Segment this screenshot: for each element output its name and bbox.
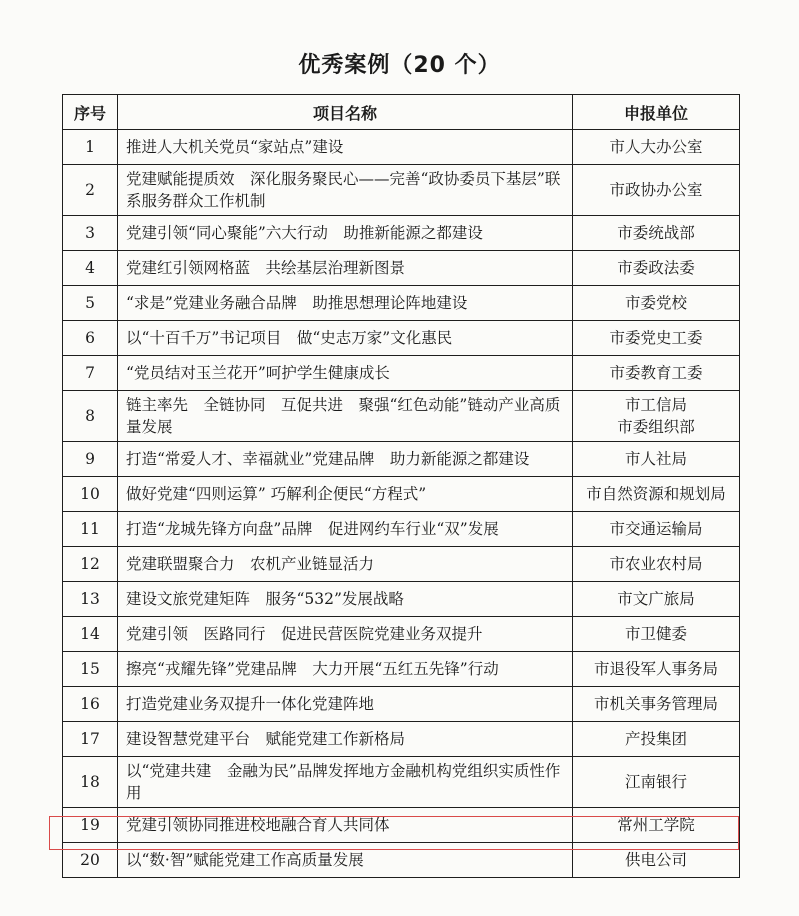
reporting-unit xyxy=(573,391,740,442)
table-body xyxy=(63,130,740,878)
project-name: 以“数·智”赋能党建工作高质量发展 xyxy=(118,843,573,878)
reporting-unit-line: 市工信局 xyxy=(624,396,687,414)
reporting-unit-line: 产投集团 xyxy=(624,730,687,748)
row-number: 1 xyxy=(63,130,118,165)
row-number: 2 xyxy=(63,165,118,216)
row-number: 7 xyxy=(63,356,118,391)
row-number: 13 xyxy=(63,582,118,617)
reporting-unit-line: 市机关事务管理局 xyxy=(593,695,718,713)
reporting-unit xyxy=(573,722,740,757)
table-row xyxy=(63,808,740,843)
table-row xyxy=(63,582,740,617)
cases-table xyxy=(62,94,740,878)
reporting-unit-line: 市交通运输局 xyxy=(609,520,703,538)
project-name: 党建引领 医路同行 促进民营医院党建业务双提升 xyxy=(118,617,573,652)
header-name: 项目名称 xyxy=(118,95,573,130)
row-number: 15 xyxy=(63,652,118,687)
row-number: 17 xyxy=(63,722,118,757)
reporting-unit xyxy=(573,251,740,286)
reporting-unit xyxy=(573,547,740,582)
table-row xyxy=(63,617,740,652)
project-name: 建设文旅党建矩阵 服务“532”发展战略 xyxy=(118,582,573,617)
row-number: 6 xyxy=(63,321,118,356)
reporting-unit-line: 常州工学院 xyxy=(617,816,695,834)
reporting-unit-line: 市自然资源和规划局 xyxy=(586,485,726,503)
reporting-unit-line: 市人大办公室 xyxy=(609,138,703,156)
table-row xyxy=(63,356,740,391)
project-name: 做好党建“四则运算” 巧解利企便民“方程式” xyxy=(118,477,573,512)
reporting-unit xyxy=(573,757,740,808)
row-number: 16 xyxy=(63,687,118,722)
project-name: “党员结对玉兰花开”呵护学生健康成长 xyxy=(118,356,573,391)
reporting-unit xyxy=(573,582,740,617)
project-name: “求是”党建业务融合品牌 助推思想理论阵地建设 xyxy=(118,286,573,321)
table-row xyxy=(63,722,740,757)
reporting-unit xyxy=(573,321,740,356)
reporting-unit xyxy=(573,617,740,652)
reporting-unit xyxy=(573,652,740,687)
table-header-row xyxy=(63,95,740,130)
project-name: 党建引领“同心聚能”六大行动 助推新能源之都建设 xyxy=(118,216,573,251)
project-name: 以“党建共建 金融为民”品牌发挥地方金融机构党组织实质性作用 xyxy=(118,757,573,808)
row-number: 5 xyxy=(63,286,118,321)
row-number: 11 xyxy=(63,512,118,547)
table-row xyxy=(63,843,740,878)
project-name: 打造“常爱人才、幸福就业”党建品牌 助力新能源之都建设 xyxy=(118,442,573,477)
reporting-unit xyxy=(573,843,740,878)
reporting-unit xyxy=(573,687,740,722)
table-row xyxy=(63,512,740,547)
row-number: 8 xyxy=(63,391,118,442)
reporting-unit-line: 市文广旅局 xyxy=(617,590,695,608)
document-title: 优秀案例（20 个） xyxy=(298,53,501,78)
table-row xyxy=(63,130,740,165)
row-number: 3 xyxy=(63,216,118,251)
reporting-unit-line: 市卫健委 xyxy=(624,625,687,643)
reporting-unit-line: 市委政法委 xyxy=(617,259,695,277)
project-name: 链主率先 全链协同 互促共进 聚强“红色动能”链动产业高质量发展 xyxy=(118,391,573,442)
table-row xyxy=(63,251,740,286)
header-no: 序号 xyxy=(63,95,118,130)
project-name: 党建红引领网格蓝 共绘基层治理新图景 xyxy=(118,251,573,286)
reporting-unit-line: 江南银行 xyxy=(624,773,687,791)
reporting-unit-line: 市委教育工委 xyxy=(609,364,703,382)
reporting-unit-line: 市委党史工委 xyxy=(609,329,703,347)
reporting-unit-line: 供电公司 xyxy=(624,851,687,869)
project-name: 建设智慧党建平台 赋能党建工作新格局 xyxy=(118,722,573,757)
reporting-unit xyxy=(573,512,740,547)
reporting-unit xyxy=(573,286,740,321)
project-name: 擦亮“戎耀先锋”党建品牌 大力开展“五红五先锋”行动 xyxy=(118,652,573,687)
table-row xyxy=(63,442,740,477)
row-number: 10 xyxy=(63,477,118,512)
project-name: 打造党建业务双提升一体化党建阵地 xyxy=(118,687,573,722)
project-name: 推进人大机关党员“家站点”建设 xyxy=(118,130,573,165)
reporting-unit-line: 市退役军人事务局 xyxy=(593,660,718,678)
project-name: 党建引领协同推进校地融合育人共同体 xyxy=(118,808,573,843)
row-number: 20 xyxy=(63,843,118,878)
reporting-unit xyxy=(573,165,740,216)
project-name: 党建赋能提质效 深化服务聚民心——完善“政协委员下基层”联系服务群众工作机制 xyxy=(118,165,573,216)
table-row xyxy=(63,477,740,512)
reporting-unit xyxy=(573,130,740,165)
row-number: 14 xyxy=(63,617,118,652)
reporting-unit xyxy=(573,356,740,391)
table-row xyxy=(63,547,740,582)
project-name: 党建联盟聚合力 农机产业链显活力 xyxy=(118,547,573,582)
project-name: 打造“龙城先锋方向盘”品牌 促进网约车行业“双”发展 xyxy=(118,512,573,547)
reporting-unit-line: 市政协办公室 xyxy=(609,181,703,199)
reporting-unit xyxy=(573,442,740,477)
row-number: 9 xyxy=(63,442,118,477)
table-row xyxy=(63,687,740,722)
row-number: 4 xyxy=(63,251,118,286)
row-number: 12 xyxy=(63,547,118,582)
reporting-unit xyxy=(573,808,740,843)
reporting-unit-line: 市人社局 xyxy=(624,450,687,468)
row-number: 18 xyxy=(63,757,118,808)
row-number: 19 xyxy=(63,808,118,843)
table-row xyxy=(63,652,740,687)
reporting-unit-line-2: 市委组织部 xyxy=(617,418,695,436)
table-row xyxy=(63,321,740,356)
reporting-unit-line: 市委党校 xyxy=(624,294,687,312)
project-name: 以“十百千万”书记项目 做“史志万家”文化惠民 xyxy=(118,321,573,356)
table-row xyxy=(63,391,740,442)
reporting-unit-line: 市农业农村局 xyxy=(609,555,703,573)
table-row xyxy=(63,216,740,251)
reporting-unit-line: 市委统战部 xyxy=(617,224,695,242)
reporting-unit xyxy=(573,216,740,251)
table-row xyxy=(63,757,740,808)
reporting-unit xyxy=(573,477,740,512)
header-unit: 申报单位 xyxy=(573,95,740,130)
table-row xyxy=(63,286,740,321)
table-row xyxy=(63,165,740,216)
